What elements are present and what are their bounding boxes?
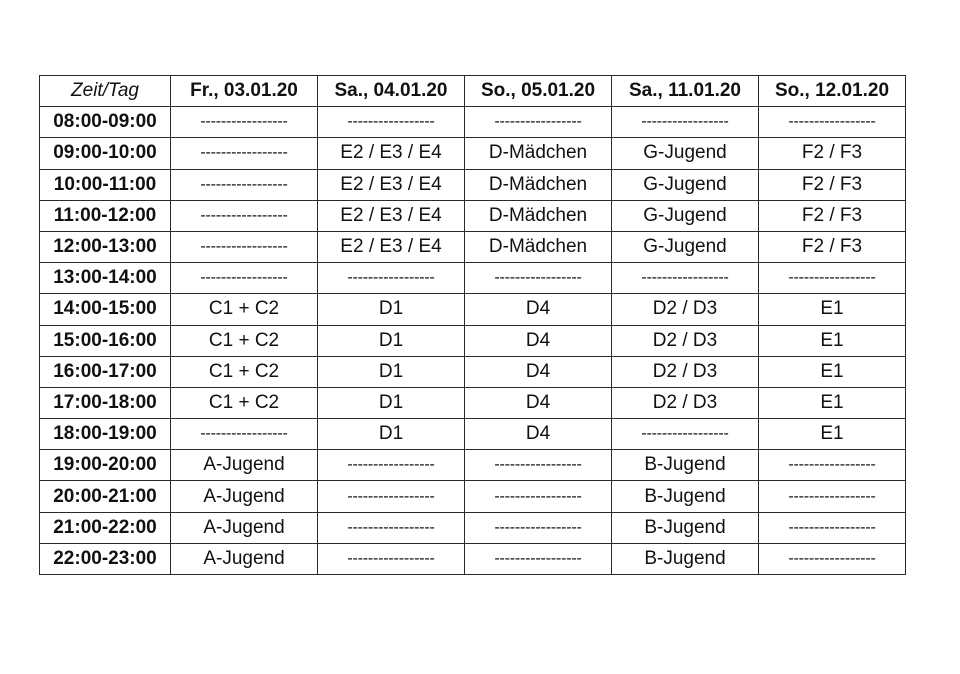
day-header: Sa., 04.01.20 <box>318 76 465 107</box>
schedule-cell: ----------------- <box>171 200 318 231</box>
schedule-cell: ----------------- <box>612 107 759 138</box>
time-slot: 13:00-14:00 <box>40 263 171 294</box>
schedule-cell: B-Jugend <box>612 450 759 481</box>
time-slot: 17:00-18:00 <box>40 387 171 418</box>
corner-label: Zeit/Tag <box>40 76 171 107</box>
schedule-cell: D4 <box>465 294 612 325</box>
header-row <box>40 76 906 107</box>
schedule-cell: F2 / F3 <box>759 231 906 262</box>
schedule-cell: D1 <box>318 419 465 450</box>
schedule-cell: ----------------- <box>171 138 318 169</box>
time-slot: 12:00-13:00 <box>40 231 171 262</box>
schedule-cell: D4 <box>465 419 612 450</box>
schedule-cell: ----------------- <box>465 450 612 481</box>
table-row <box>40 450 906 481</box>
schedule-cell: D4 <box>465 387 612 418</box>
schedule-cell: ----------------- <box>465 481 612 512</box>
table-row <box>40 512 906 543</box>
table-row <box>40 387 906 418</box>
table-row <box>40 325 906 356</box>
schedule-cell: E1 <box>759 419 906 450</box>
table-row <box>40 169 906 200</box>
schedule-cell: D4 <box>465 325 612 356</box>
schedule-cell: E1 <box>759 387 906 418</box>
schedule-cell: ----------------- <box>612 263 759 294</box>
schedule-cell: A-Jugend <box>171 481 318 512</box>
time-slot: 18:00-19:00 <box>40 419 171 450</box>
schedule-cell: D1 <box>318 294 465 325</box>
day-header: Fr., 03.01.20 <box>171 76 318 107</box>
schedule-cell: B-Jugend <box>612 512 759 543</box>
schedule-cell: ----------------- <box>759 107 906 138</box>
schedule-cell: D-Mädchen <box>465 231 612 262</box>
time-slot: 19:00-20:00 <box>40 450 171 481</box>
schedule-cell: C1 + C2 <box>171 294 318 325</box>
schedule-cell: ----------------- <box>612 419 759 450</box>
time-slot: 11:00-12:00 <box>40 200 171 231</box>
schedule-cell: E1 <box>759 325 906 356</box>
table-row <box>40 263 906 294</box>
day-header: Sa., 11.01.20 <box>612 76 759 107</box>
schedule-cell: ----------------- <box>171 263 318 294</box>
schedule-cell: D2 / D3 <box>612 294 759 325</box>
schedule-cell: G-Jugend <box>612 138 759 169</box>
schedule-cell: ----------------- <box>318 512 465 543</box>
schedule-cell: ----------------- <box>318 107 465 138</box>
schedule-cell: G-Jugend <box>612 169 759 200</box>
schedule-cell: ----------------- <box>759 263 906 294</box>
schedule-cell: D2 / D3 <box>612 387 759 418</box>
schedule-cell: ----------------- <box>171 231 318 262</box>
schedule-cell: ----------------- <box>759 481 906 512</box>
time-slot: 08:00-09:00 <box>40 107 171 138</box>
schedule-cell: B-Jugend <box>612 543 759 574</box>
schedule-cell: D1 <box>318 356 465 387</box>
schedule-cell: ----------------- <box>465 263 612 294</box>
schedule-cell: D2 / D3 <box>612 325 759 356</box>
time-slot: 15:00-16:00 <box>40 325 171 356</box>
table-row <box>40 294 906 325</box>
schedule-cell: G-Jugend <box>612 231 759 262</box>
time-slot: 10:00-11:00 <box>40 169 171 200</box>
schedule-cell: D-Mädchen <box>465 138 612 169</box>
table-row <box>40 356 906 387</box>
schedule-cell: F2 / F3 <box>759 169 906 200</box>
schedule-cell: ----------------- <box>171 419 318 450</box>
schedule-cell: ----------------- <box>318 450 465 481</box>
schedule-cell: ----------------- <box>759 512 906 543</box>
schedule-cell: D1 <box>318 387 465 418</box>
schedule-table <box>39 75 906 575</box>
time-slot: 09:00-10:00 <box>40 138 171 169</box>
schedule-cell: ----------------- <box>465 107 612 138</box>
table-row <box>40 231 906 262</box>
schedule-cell: E1 <box>759 294 906 325</box>
schedule-cell: A-Jugend <box>171 543 318 574</box>
schedule-cell: C1 + C2 <box>171 387 318 418</box>
day-header: So., 05.01.20 <box>465 76 612 107</box>
schedule-cell: E2 / E3 / E4 <box>318 169 465 200</box>
time-slot: 16:00-17:00 <box>40 356 171 387</box>
schedule-cell: E1 <box>759 356 906 387</box>
time-slot: 20:00-21:00 <box>40 481 171 512</box>
table-row <box>40 107 906 138</box>
schedule-cell: ----------------- <box>318 481 465 512</box>
schedule-cell: E2 / E3 / E4 <box>318 138 465 169</box>
schedule-cell: A-Jugend <box>171 450 318 481</box>
table-row <box>40 138 906 169</box>
schedule-cell: E2 / E3 / E4 <box>318 200 465 231</box>
schedule-cell: F2 / F3 <box>759 200 906 231</box>
schedule-cell: A-Jugend <box>171 512 318 543</box>
schedule-cell: C1 + C2 <box>171 325 318 356</box>
time-slot: 21:00-22:00 <box>40 512 171 543</box>
time-slot: 22:00-23:00 <box>40 543 171 574</box>
schedule-cell: D-Mädchen <box>465 200 612 231</box>
schedule-cell: ----------------- <box>171 107 318 138</box>
schedule-cell: ----------------- <box>318 543 465 574</box>
table-row <box>40 543 906 574</box>
schedule-cell: F2 / F3 <box>759 138 906 169</box>
schedule-cell: ----------------- <box>465 543 612 574</box>
schedule-cell: D4 <box>465 356 612 387</box>
table-row <box>40 481 906 512</box>
schedule-cell: B-Jugend <box>612 481 759 512</box>
schedule-cell: ----------------- <box>171 169 318 200</box>
table-row <box>40 419 906 450</box>
schedule-cell: D1 <box>318 325 465 356</box>
schedule-body <box>40 107 906 575</box>
schedule-cell: E2 / E3 / E4 <box>318 231 465 262</box>
schedule-cell: ----------------- <box>759 543 906 574</box>
schedule-cell: C1 + C2 <box>171 356 318 387</box>
schedule-cell: D-Mädchen <box>465 169 612 200</box>
table-row <box>40 200 906 231</box>
day-header: So., 12.01.20 <box>759 76 906 107</box>
schedule-cell: ----------------- <box>759 450 906 481</box>
schedule-cell: ----------------- <box>465 512 612 543</box>
time-slot: 14:00-15:00 <box>40 294 171 325</box>
schedule-cell: D2 / D3 <box>612 356 759 387</box>
schedule-cell: ----------------- <box>318 263 465 294</box>
schedule-cell: G-Jugend <box>612 200 759 231</box>
schedule-header <box>40 76 906 107</box>
